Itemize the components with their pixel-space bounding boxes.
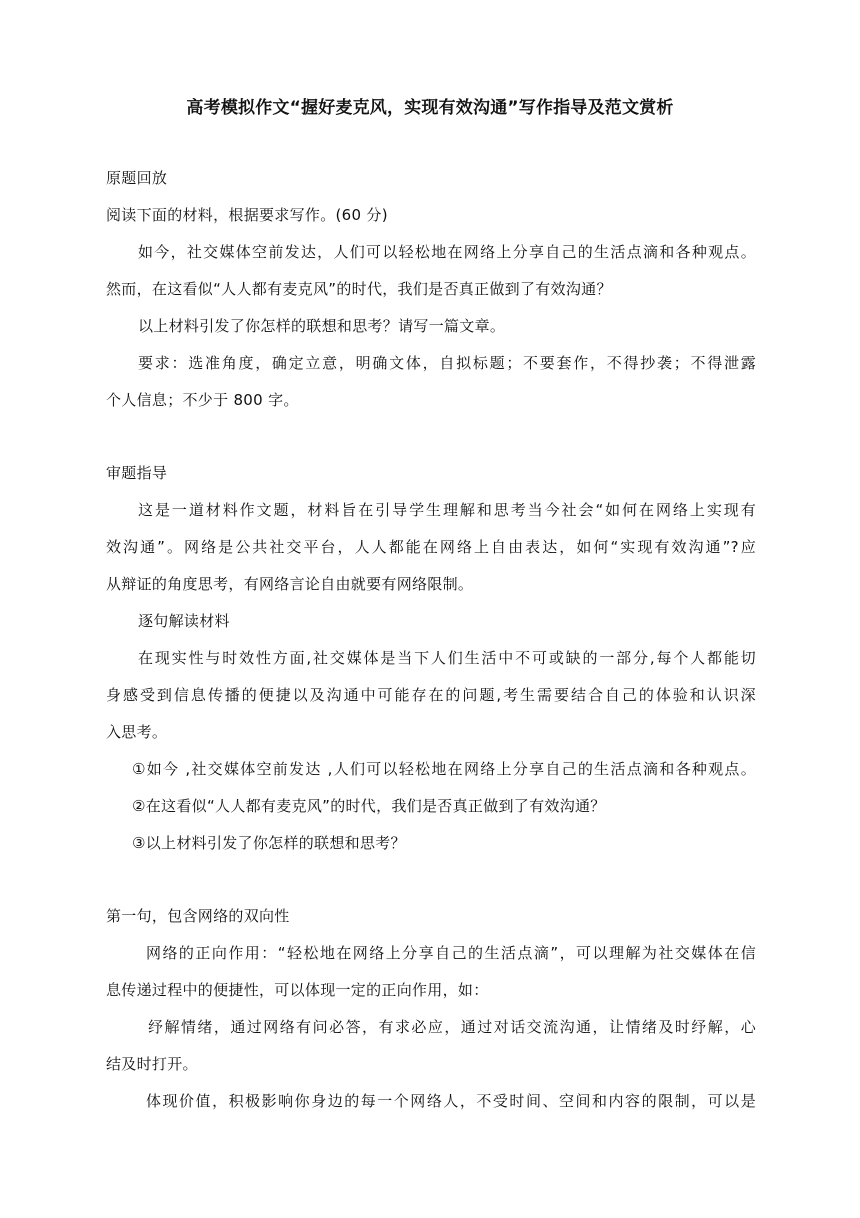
text-line: ③以上材料引发了你怎样的联想和思考？ (132, 834, 406, 852)
text-line: ②在这看似“人人都有麦克风”的时代，我们是否真正做到了有效沟通？ (132, 797, 606, 815)
text-line: 体现价值，积极影响你身边的每一个网络人，不受时间、空间和内容的限制，可以是 (146, 1092, 756, 1110)
text-line: 网络的正向作用：“轻松地在网络上分享自己的生活点滴”，可以理解为社交媒体在信 (146, 944, 756, 962)
text-line: 然而，在这看似“人人都有麦克风”的时代，我们是否真正做到了有效沟通？ (106, 280, 612, 298)
text-line: 从辩证的角度思考，有网络言论自由就要有网络限制。 (106, 575, 474, 593)
text-line: 第一句，包含网络的双向性 (106, 907, 290, 925)
text-line: 以上材料引发了你怎样的联想和思考？请写一篇文章。 (138, 317, 506, 335)
text-line: 效沟通”。网络是公共社交平台，人人都能在网络上自由表达，如何“实现有效沟通”?应 (106, 538, 756, 556)
text-line: 原题回放 (106, 169, 168, 187)
text-line: 身感受到信息传播的便捷以及沟通中可能存在的问题,考生需要结合自己的体验和认识深 (106, 686, 756, 704)
text-line: 在现实性与时效性方面,社交媒体是当下人们生活中不可或缺的一部分,每个人都能切 (138, 649, 756, 667)
text-line: ①如今 ,社交媒体空前发达 ,人们可以轻松地在网络上分享自己的生活点滴和各种观点。 (132, 760, 756, 778)
text-line: 逐句解读材料 (138, 612, 230, 630)
text-line: 如今，社交媒体空前发达，人们可以轻松地在网络上分享自己的生活点滴和各种观点。 (138, 243, 756, 261)
text-line: 阅读下面的材料，根据要求写作。(60 分) (106, 206, 388, 224)
text-line: 息传递过程中的便捷性，可以体现一定的正向作用，如： (106, 981, 489, 999)
text-line: 纾解情绪，通过网络有问必答，有求必应，通过对话交流沟通，让情绪及时纾解，心 (148, 1018, 756, 1036)
text-line: 结及时打开。 (106, 1055, 198, 1073)
text-line: 个人信息；不少于 800 字。 (106, 391, 299, 409)
text-line: 入思考。 (106, 723, 168, 741)
text-line: 这是一道材料作文题，材料旨在引导学生理解和思考当今社会“如何在网络上实现有 (138, 501, 756, 519)
text-line: 审题指导 (106, 464, 168, 482)
document-title: 高考模拟作文“握好麦克风，实现有效沟通”写作指导及范文赏析 (186, 98, 674, 118)
text-line: 要求：选准角度，确定立意，明确文体，自拟标题；不要套作，不得抄袭；不得泄露 (138, 354, 756, 372)
